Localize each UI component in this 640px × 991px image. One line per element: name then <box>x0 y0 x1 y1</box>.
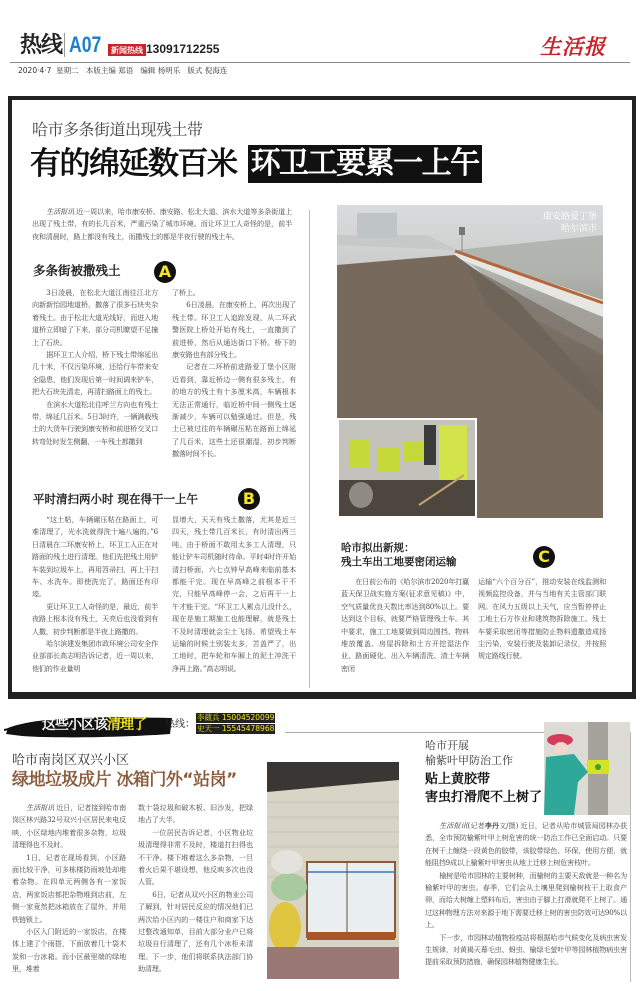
story2-kicker: 哈市南岗区双兴小区 <box>12 753 130 768</box>
banner-contacts <box>196 713 275 734</box>
banner-title <box>42 716 146 734</box>
para-continued: 显增大，天天有残土撒落，尤其是近三四天，残土带几百米长，有时清出两三吨。由于桥面不敢用太多工人清理，只能让铲车司机随时待命。平时4时许开始清扫桥面，六七点钟早高峰来临前基本都能干完。现在早高峰之前根本干不完，只能早高峰停一会，之后再干一上午才能干完。“环卫工人累点儿没什么，现在是施工期施工也能理解，就是残土不及时清理就会尘土飞扬。希望残土车运输的时候土别装太多，苫盖严了，出工地时，把车轮和车厢上的泥土冲洗干净再上路。”高志明说。 <box>172 515 296 673</box>
banner-title-b: 清理了 <box>107 717 146 733</box>
para: 3日凌晨，在松北大道江南往江北方向新新怡园地道桥，撒落了很多石块夹杂着残土。由于松北大道光线好，而进入地道桥立即暗了下来，部分司机瞭望不足撞上了石块。 <box>32 288 158 347</box>
para-continued: 数十袋垃圾和破木板、旧沙发，把绿地占了大半。 <box>138 803 253 825</box>
story3-body <box>425 820 627 969</box>
tree-photo <box>544 722 630 815</box>
para: 6日凌晨，在康安桥上，再次出现了残土带。环卫工人追踪发现，从二环武警医院上桥处开始有残土，一直撒到了前进桥，然后从通达街口下桥。桥下的康安路也有部分残土。 <box>172 300 296 360</box>
story2-headline: 绿地垃圾成片 冰箱门外“站岗” <box>12 770 237 790</box>
story3-kicker-line2: 榆紫叶甲防治工作 <box>425 754 513 767</box>
photo-caption <box>543 211 597 235</box>
para-continued: 运输“六个百分百”，推动安装在线监测和视频监控设备，并与当地有关主管部门联网。在风力五级以上天气，应当暂停停止工地土石方作业和建筑物拆除施工。残土车要采取密闭等措施防止物料遗撒造成扬尘污染，安装行驶及装卸记录仪，并按照规定路线行驶。 <box>478 577 606 661</box>
right-vertical-rule <box>630 732 631 982</box>
para: 1日，记者在现场看到，小区路面比较干净，可多栋楼防雨坡处却堆着杂物。在四单元两侧各有一家饭店，两家饭店都把杂物堆到店前，左侧一家竟然把冰箱放在了屋外，并用铁链锁上。 <box>12 852 126 924</box>
banner-title-a: 这些小区该 <box>42 717 107 733</box>
para: 在滨水大道松北往呼兰方向也有残土带，绵延几百米。5日3时许，一辆满载残土的大货车行驶到康安桥和前进桥交叉口转弯处时发生侧翻，一车残土都撒到 <box>32 399 158 446</box>
para: 6日，记者从双兴小区的物业公司了解到，针对居民反应的情况他们已两次给小区内的一楼住户和商家下达过整改通知单，目前大部分业户已将垃圾自行清理了，还有几个冰柜未清理。下一步，他们将联系执法部门协助清理。 <box>138 889 254 974</box>
masthead-divider <box>64 33 65 57</box>
page-number: A07 <box>69 32 102 57</box>
story3-kicker <box>425 738 513 768</box>
lead-intro <box>32 206 292 243</box>
para: 更让环卫工人奇怪的是，最近，前半夜路上根本没有残土，天亮后也没看到有人撒，初步判断都是半夜上路撒的。 <box>32 601 158 636</box>
intro-lead: 生活报讯 <box>46 207 75 216</box>
section-c-col1 <box>341 576 469 675</box>
banner-hotline-label: 热线： <box>165 719 195 730</box>
marker-c-icon: C <box>533 546 555 568</box>
story3-kicker-line1: 哈市开展 <box>425 739 469 752</box>
byline-prefix: (记者 <box>467 821 485 830</box>
marker-b-icon: B <box>238 488 260 510</box>
para-continued: 了桥上。 <box>172 288 200 297</box>
story3-lead: 生活报讯 <box>439 821 468 830</box>
section-b-col2 <box>172 514 296 675</box>
headline-part-a: 有的绵延数百米 <box>30 146 237 182</box>
freezer-photo <box>267 762 399 979</box>
para-text: 近日，记者从哈市城管局园林办获悉，全市预防榆紫叶甲上树危害的统一防治工作已全面启动。只要在树干上缠绕一段黄色的胶带，该胶带绿色、环保，使用方便，就能阻挡9成以上榆紫叶甲害虫从地上迁移上树危害枝叶。 <box>425 821 628 868</box>
para: 一位居民告诉记者，小区物业垃圾清理得非常不及时，楼道打扫得也不干净。楼下堆着这么多杂物，一旦着火后果不堪设想，他反映多次也没人管。 <box>138 827 253 887</box>
contact-1: 李葳兵 15004520099 <box>197 713 275 722</box>
workers-inset-photo <box>337 418 477 518</box>
contact-2: 史天一 15545478968 <box>197 724 275 733</box>
section-c-title <box>341 541 457 569</box>
byline-name: 李丹 <box>484 821 499 830</box>
para: 哈尔滨建发集团市政环境公司安全作业部部长高志明告诉记者，近一周以来，他们的作业量明 <box>32 639 158 673</box>
para: 下一步，市园林动植物检疫站将根据哈市气候变化及病虫害发生规律，对黄褐天幕毛虫、蚜虫、榆绿毛萤叶甲等园林植物病虫害提前采取预防措施，确保园林植物健康生长。 <box>425 932 627 967</box>
lead-story-kicker: 哈市多条街道出现残土带 <box>32 120 203 139</box>
section-name: 热线 <box>20 32 63 58</box>
section-c-title-line1: 哈市拟出新规： <box>341 542 415 554</box>
intro-text: 近一周以来，哈市康安桥、康安路、松北大道、滨水大道等多条街道上出现了残土带，有的长几百米，严重污染了城市环境。而让环卫工人奇怪的是，前半夜和清晨时，路上都没有残土，而撒残土的都是半夜行驶的残土车。 <box>32 207 292 241</box>
story3-headline-line2: 害虫打滑爬不上树了 <box>425 790 543 805</box>
story2-col1 <box>12 802 126 976</box>
section-b-col1 <box>32 514 158 675</box>
section-a-title: 多条街被撒残土 <box>33 263 121 278</box>
hotline-badge: 新闻热线 <box>108 44 146 56</box>
section-a-col1 <box>32 287 158 448</box>
hotline-number: 13091712255 <box>146 42 220 56</box>
masthead <box>0 0 640 80</box>
freezer-scene-graphic <box>267 762 399 979</box>
section-c-col2 <box>478 576 606 663</box>
workers-scene-graphic <box>339 420 477 518</box>
road-photo <box>337 205 603 518</box>
story3-headline <box>425 771 542 807</box>
para-text: 近日，记者接到哈市南岗区林兴路32号双兴小区居民来电反映，小区绿地内堆着很多杂物，垃圾清理得也不及时。 <box>12 803 127 850</box>
story3-headline-line1: 贴上黄胶带 <box>425 772 491 787</box>
masthead-rule <box>10 62 630 63</box>
story2-col2 <box>138 802 253 976</box>
para: “这土粘，车辆碾压粘在路面上，可难清理了，光水洗就得洗十遍八遍的。”6日清晨在二环康安桥上，环卫工人正在对路面的残土进行清理。他们先把残土用铲车装到垃圾车上，再用笤帚扫，再上干扫车、水洗车。即使洗完了，路面还有印迹。 <box>32 515 158 599</box>
story2-lead: 生活报讯 <box>26 803 55 812</box>
caption-line: 哈尔滨市 <box>560 224 597 234</box>
para: 在日前公布的《哈尔滨市2020年打赢蓝天保卫战实施方案(征求意见稿)》中，空气质量优良天数比率达到80%以上。要达到这个目标，就要严格管理残土车。其中要求，施工工地要做到周边围挡、物料堆放覆盖、房屋拆除和土方开挖湿法作业、路面硬化、出入车辆清洗、渣土车辆密闭 <box>341 577 469 673</box>
headline-part-b: 环卫工要累一上午 <box>248 145 482 183</box>
tree-scene-graphic <box>544 722 630 815</box>
para: 小区入门附近的一家饭店，在楼体上建了个雨搭，下面放着几十袋木炭和一台冰箱。而小区最里端的绿地里，堆着 <box>12 927 126 974</box>
lead-story-headline <box>30 145 482 183</box>
dateline: 2020·4·7 星期二 本版主编 郑语 编辑 杨明乐 版式 倪海连 <box>18 66 228 75</box>
column-divider <box>309 210 310 688</box>
para: 记者在二环桥前进路爱丁堡小区附近看到，靠近桥边一侧有很多残土，有的地方的残土有十多厘米高，车辆根本无法正常通行，临近桥中间一侧残土逐渐减少，车辆可以勉强通过。但是，残土已被过往的车辆碾压粘在路面上绵延了几百米，这些土还很潮湿，初步判断撒落时间不长。 <box>172 362 296 459</box>
section-b-title: 平时清扫两小时 现在得干一上午 <box>33 492 199 506</box>
section-c-title-line2: 残土车出工地要密闭运输 <box>341 556 457 568</box>
newspaper-logo: 生活报 <box>540 34 606 59</box>
marker-a-icon: A <box>154 261 176 283</box>
para: 据环卫工人介绍，桥下残土带绵延出几十米，不仅污染环境，还给行车带来安全隐患，他们发现后第一时间调来铲车，把大石块先清走，再清扫路面上的残土。 <box>32 350 158 397</box>
section-a-col2 <box>172 287 296 461</box>
byline-suffix: 文/摄) <box>498 821 519 830</box>
para: 榆树是哈市园林的主要树种，而榆树的主要天敌就是一种名为榆紫叶甲的害虫。春季，它们会从土壤里爬到榆树枝干上取食产卵，而给大树缠上塑料布后，害虫由于脚上打滑就爬不上树了。通过这种物理方法对来源于地下需要迁移上树的害虫防效可达90%以上。 <box>425 870 627 930</box>
caption-line: 康安路爱丁堡 <box>542 212 597 222</box>
